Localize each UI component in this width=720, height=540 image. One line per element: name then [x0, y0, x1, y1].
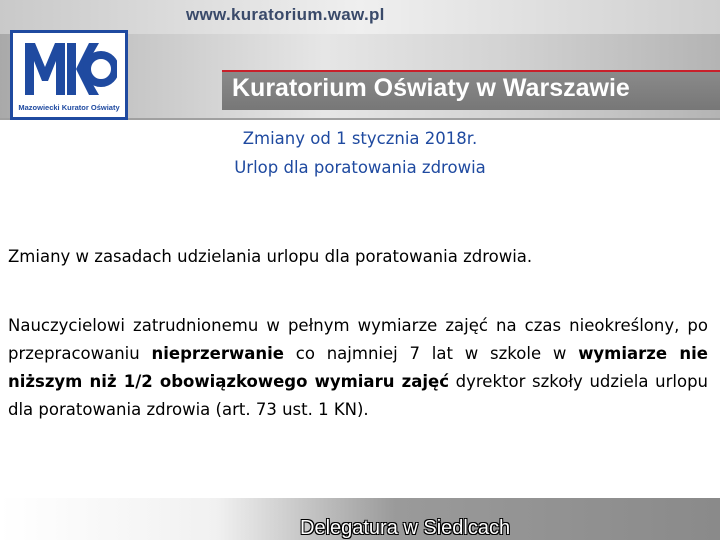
slide-title-line-1: Zmiany od 1 stycznia 2018r. [242, 129, 478, 148]
organization-title: Kuratorium Oświaty w Warszawie [232, 74, 630, 102]
site-url[interactable]: www.kuratorium.waw.pl [186, 5, 385, 24]
paragraph-text-3: dyrektor szkoły udziela urlopu dla poratowania zdrowia (art. 73 ust. 1 KN). [8, 372, 708, 419]
paragraph-text-1: Nauczycielowi zatrudnionemu w pełnym wymiarze zajęć na czas nieokreślony, po przepracowaniu [8, 316, 708, 363]
footer-text: Delegatura w Siedlcach [300, 517, 511, 539]
body-paragraph [8, 312, 708, 424]
intro-text: Zmiany w zasadach udzielania urlopu dla poratowania zdrowia. [8, 247, 533, 266]
logo-caption: Mazowiecki Kurator Oświaty [18, 103, 120, 112]
slide-title-line-2: Urlop dla poratowania zdrowia [234, 158, 486, 177]
paragraph-bold-1: nieprzerwanie [151, 344, 284, 363]
paragraph-bold-2: wymiarze nie niższym niż 1/2 obowiązkowego wymiaru zajęć [8, 344, 708, 391]
mko-logo [10, 30, 128, 120]
slide-title [130, 124, 590, 182]
paragraph-text-2: co najmniej 7 lat w szkole w [283, 344, 579, 363]
mko-logo-icon [21, 37, 117, 101]
